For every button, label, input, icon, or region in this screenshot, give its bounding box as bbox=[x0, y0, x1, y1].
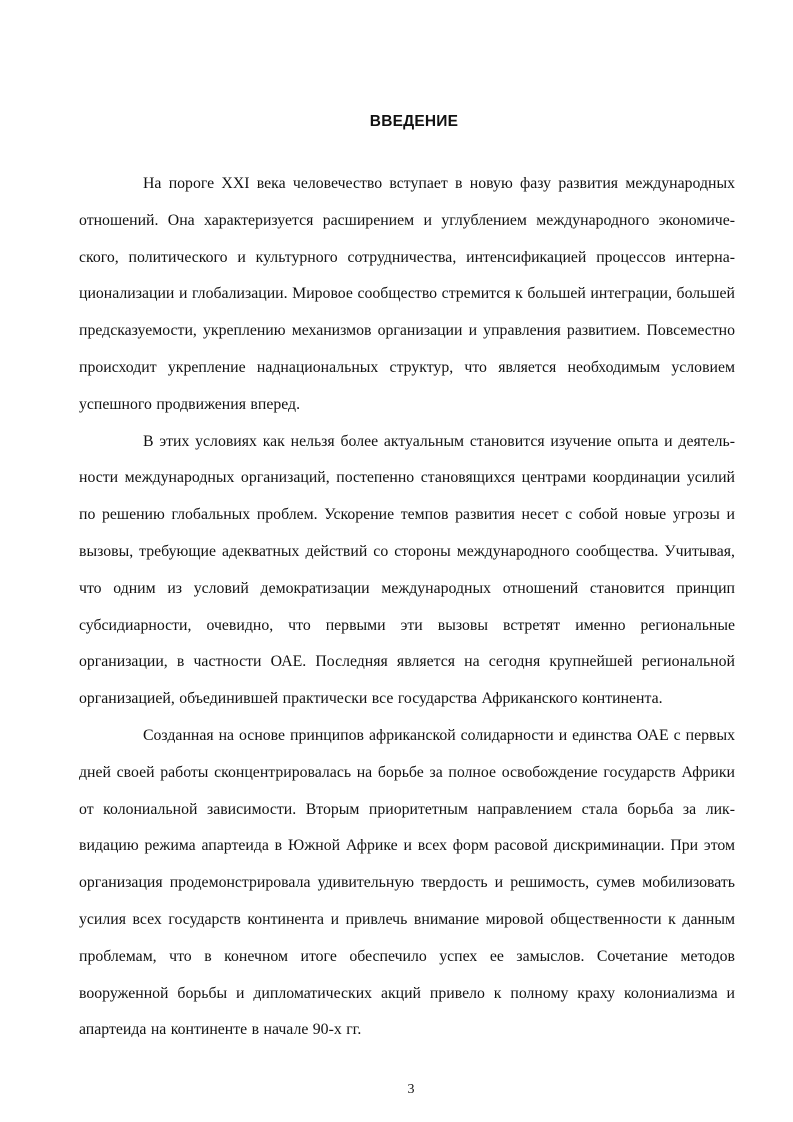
paragraph-1: На пороге XXI века человечество вступает в новую фазу развития международных отношений. Она характеризуется расширением и углублением международного экономического, политического и культурного сотрудничества, интенсификацией процессов интернационализации и глобализации. Мировое сообщество стремится к большей интеграции, большей предсказуемости, укреплению механизмов организации и управления развитием. Повсеместно происходит укрепление наднациональных структур, что является необходимым условием успешного продвижения вперед. bbox=[79, 175, 735, 413]
page-number: 3 bbox=[407, 1082, 415, 1097]
body-text bbox=[79, 166, 735, 1049]
paragraph-3: Созданная на основе принципов африканской солидарности и единства ОАЕ с первых дней своей работы сконцентрировалась на борьбе за полное освобождение государств Африки от колониальной зависимости. Вторым приоритетным направлением стала борьба за ликвидацию режима апартеида в Южной Африке и всех форм расовой дискриминации. При этом организация продемонстрировала удивительную твердость и решимость, сумев мобилизовать усилия всех государств континента и привлечь внимание мировой общественности к данным проблемам, что в конечном итоге обеспечило успех ее замыслов. Сочетание методов вооруженной борьбы и дипломатических акций привело к полному краху колониализма и апартеида на континенте в начале 90-х гг. bbox=[79, 726, 735, 1039]
page-title: ВВЕДЕНИЕ bbox=[369, 113, 459, 130]
paragraph-2: В этих условиях как нельзя более актуальным становится изучение опыта и деятельности международных организаций, постепенно становящихся центрами координации усилий по решению глобальных проблем. Ускорение темпов развития несет с собой новые угрозы и вызовы, требующие адекватных действий со стороны международного сообщества. Учитывая, что одним из условий демократизации международных отношений становится принцип субсидиарности, очевидно, что первыми эти вызовы встретят именно региональные организации, в частности ОАЕ. Последняя является на сегодня крупнейшей региональной организацией, объединившей практически все государства Африканского континента. bbox=[79, 432, 735, 708]
